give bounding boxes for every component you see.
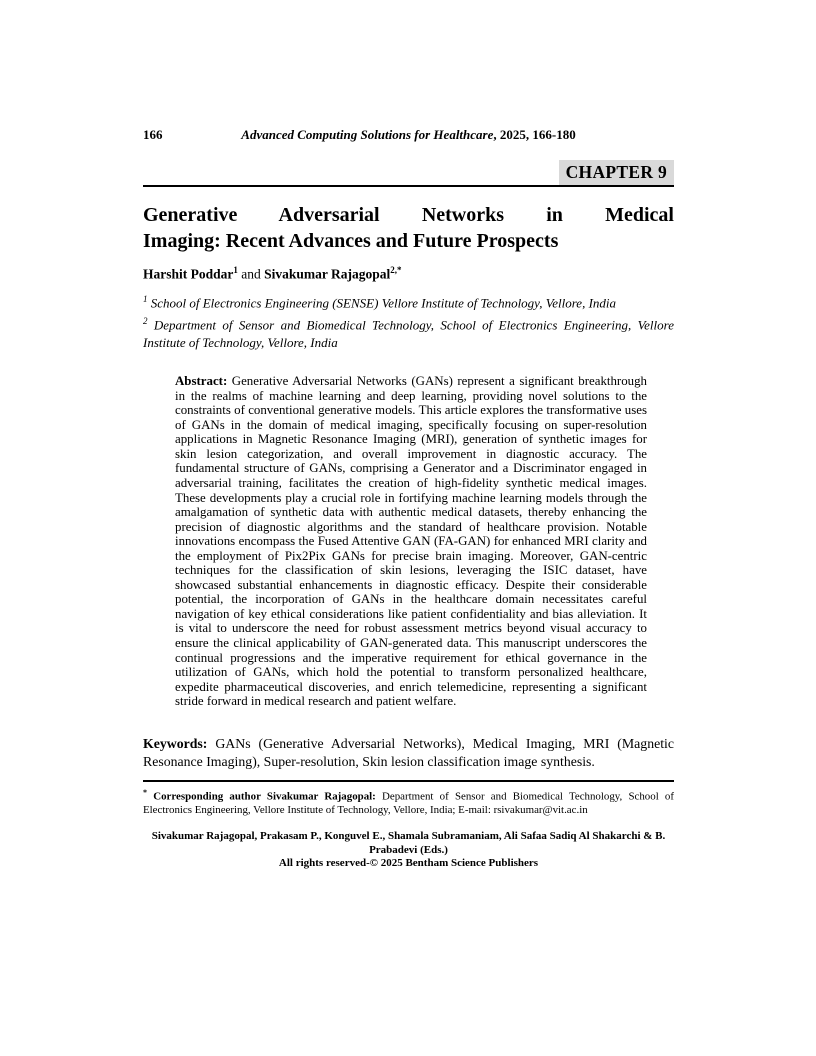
- keywords-block: [143, 735, 674, 772]
- page-number: 166: [143, 127, 163, 142]
- journal-citation-suffix: , 2025, 166-180: [493, 127, 576, 142]
- keywords-text: GANs (Generative Adversarial Networks), Medical Imaging, MRI (Magnetic Resonance Imaging), Super-resolution, Skin lesion classification image synthesis.: [143, 735, 674, 770]
- imprint-block: [143, 830, 674, 871]
- chapter-badge: CHAPTER 9: [559, 160, 674, 185]
- page-content: [143, 0, 674, 871]
- footnote-divider: [143, 780, 674, 782]
- article-title-line2: Imaging: Recent Advances and Future Prospects: [143, 230, 559, 252]
- affiliation-2: [143, 312, 674, 352]
- author-1-affiliation-marker: 1: [233, 265, 238, 275]
- journal-title: Advanced Computing Solutions for Healthcare: [241, 127, 494, 142]
- running-title: [143, 127, 674, 143]
- affiliations: [143, 290, 674, 353]
- article-title-line1: Generative Adversarial Networks in Medical: [143, 204, 674, 226]
- footnote-label: Corresponding author Sivakumar Rajagopal:: [147, 790, 376, 803]
- rights-line: All rights reserved-© 2025 Bentham Science Publishers: [278, 857, 539, 870]
- abstract-block: [143, 374, 674, 709]
- abstract-label: Abstract:: [175, 374, 228, 389]
- affiliation-1-marker: 1: [143, 293, 148, 304]
- affiliation-1: [143, 290, 674, 312]
- author-2-affiliation-marker: 2,*: [390, 265, 402, 275]
- author-line: [143, 265, 674, 283]
- affiliation-2-text: Department of Sensor and Biomedical Technology, School of Electronics Engineering, Vellore Institute of Technology, Vellore, India: [143, 317, 674, 351]
- running-header: [143, 127, 674, 143]
- author-1-name: Harshit Poddar: [143, 266, 234, 282]
- chapter-banner-row: [143, 160, 674, 187]
- author-2-name: Sivakumar Rajagopal: [264, 266, 391, 282]
- editors-line: Sivakumar Rajagopal, Prakasam P., Konguvel E., Shamala Subramaniam, Ali Safaa Sadiq Al Shakarchi & B. Prabadevi (Eds.): [151, 830, 666, 856]
- affiliation-1-text: School of Electronics Engineering (SENSE) Vellore Institute of Technology, Vellore, India: [147, 294, 617, 310]
- affiliation-2-marker: 2: [143, 315, 148, 326]
- keywords-label: Keywords:: [143, 735, 208, 751]
- abstract-text: Generative Adversarial Networks (GANs) represent a significant breakthrough in the realms of machine learning and deep learning, providing novel solutions to the constraints of conventional generative models. This article explores the transformative uses of GANs in the domain of medical imaging, specifically focusing on super-resolution applications in Magnetic Resonance Imaging (MRI), generation of synthetic images for skin lesion categorization, and overall improvement in diagnostic accuracy. The fundamental structure of GANs, comprising a Generator and a Discriminator engaged in adversarial training, facilitates the creation of high-fidelity synthetic medical images. These developments play a crucial role in fortifying machine learning models through the amalgamation of synthetic data with authentic medical datasets, thereby enhancing the precision of diagnostic algorithms and the standard of healthcare provision. Notable innovations encompass the Fused Attentive GAN (FA-GAN) for enhanced MRI clarity and the employment of Pix2Pix GANs for precise brain imaging. Moreover, GAN-centric techniques for the classification of skin lesions, leveraging the ISIC dataset, have showcased substantial enhancements in diagnostic efficacy. Despite their considerable potential, the incorporation of GANs in the healthcare domain necessitates careful navigation of key ethical considerations like patient confidentiality and bias alleviation. It is vital to underscore the need for robust assessment metrics beyond visual accuracy to ensure the clinical applicability of GAN-generated data. This manuscript underscores the continual progressions and the imperative requirement for ethical governance in the utilization of GANs, which hold the potential to transform personalized healthcare, expedite pharmaceutical discoveries, and enrich telemedicine, representing a significant stride forward in medical research and patient welfare.: [175, 374, 647, 709]
- footnote-text: Department of Sensor and Biomedical Technology, School of Electronics Engineering, Vellore Institute of Technology, Vellore, India; E-mail: rsivakumar@vit.ac.in: [143, 790, 675, 816]
- corresponding-author-footnote: [143, 786, 674, 818]
- author-connector: and: [237, 266, 265, 282]
- footnote-marker: *: [143, 787, 147, 797]
- article-title: [143, 202, 674, 254]
